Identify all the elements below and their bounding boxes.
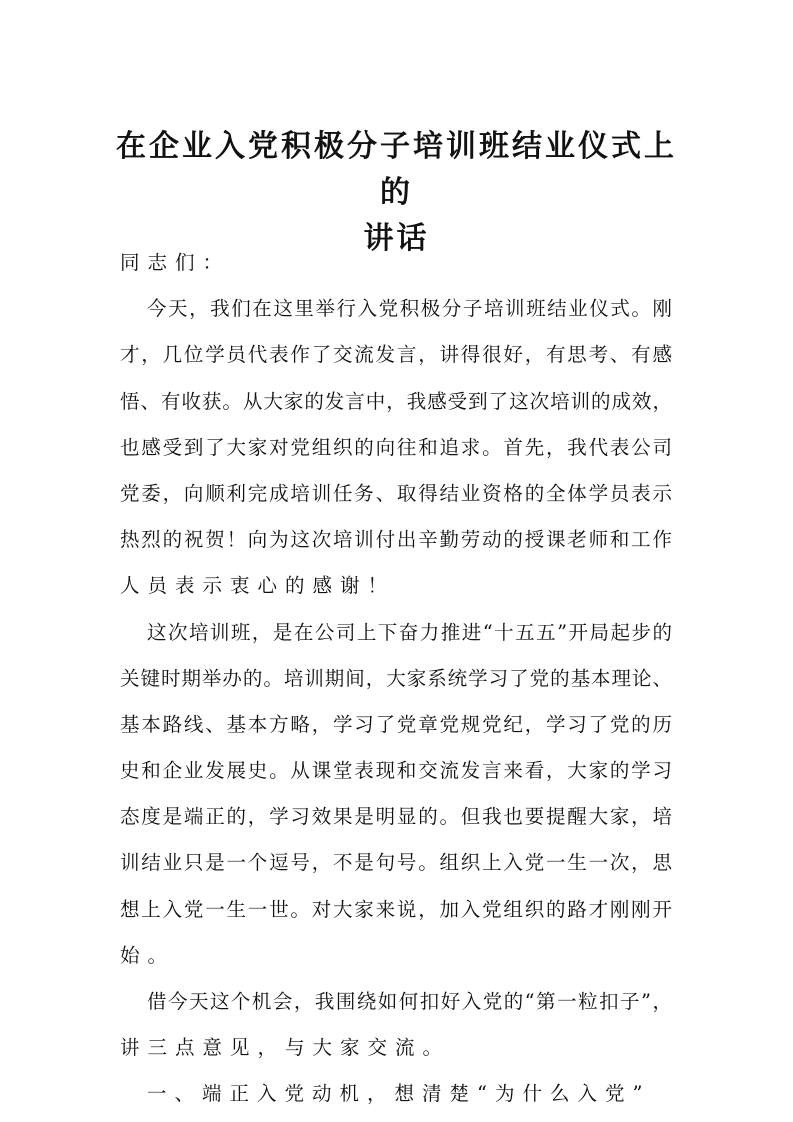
text-line: 人员表示衷心的感谢！ (120, 574, 396, 598)
document-title (100, 124, 693, 262)
text-line: 这次培训班，是在公司上下奋力推进“十五五”开局起步的 (147, 620, 672, 644)
salutation (120, 244, 672, 290)
text-line: 才，几位学员代表作了交流发言，讲得很好，有思考、有感 (120, 343, 672, 367)
title-line: 在企业入党积极分子培训班结业仪式上的 (116, 129, 677, 210)
text-line: 想上入党一生一世。对大家来说，加入党组织的路才刚刚开 (120, 897, 672, 921)
text-line: 同志们： (120, 251, 231, 274)
text-line: 关键时期举办的。培训期间，大家系统学习了党的基本理论、 (120, 666, 672, 690)
text-line: 热烈的祝贺！向为这次培训付出辛勤劳动的授课老师和工作 (120, 528, 672, 552)
text-line: 一、端正入党动机，想清楚“为什么入党” (147, 1082, 651, 1106)
text-line: 讲三点意见，与大家交流。 (120, 1036, 451, 1060)
text-line: 训结业只是一个逗号，不是句号。组织上入党一生一次，思 (120, 851, 672, 875)
paragraph (120, 983, 672, 1075)
section-heading (120, 1075, 672, 1121)
text-line: 始。 (120, 943, 176, 967)
text-line: 悟、有收获。从大家的发言中，我感受到了这次培训的成效， (120, 389, 672, 413)
text-line: 借今天这个机会，我围绕如何扣好入党的“第一粒扣子”， (147, 990, 672, 1013)
paragraph (120, 614, 672, 984)
text-line: 也感受到了大家对党组织的向往和追求。首先，我代表公司 (120, 435, 672, 459)
text-line: 今天，我们在这里举行入党积极分子培训班结业仪式。刚 (147, 297, 672, 321)
text-line: 党委，向顺利完成培训任务、取得结业资格的全体学员表示 (120, 481, 672, 505)
title-line: 讲话 (363, 221, 430, 256)
document-body (120, 244, 672, 1122)
text-line: 态度是端正的，学习效果是明显的。但我也要提醒大家，培 (120, 805, 672, 829)
paragraph (120, 290, 672, 613)
text-line: 基本路线、基本方略，学习了党章党规党纪，学习了党的历 (120, 712, 672, 736)
text-line: 史和企业发展史。从课堂表现和交流发言来看，大家的学习 (120, 759, 672, 783)
